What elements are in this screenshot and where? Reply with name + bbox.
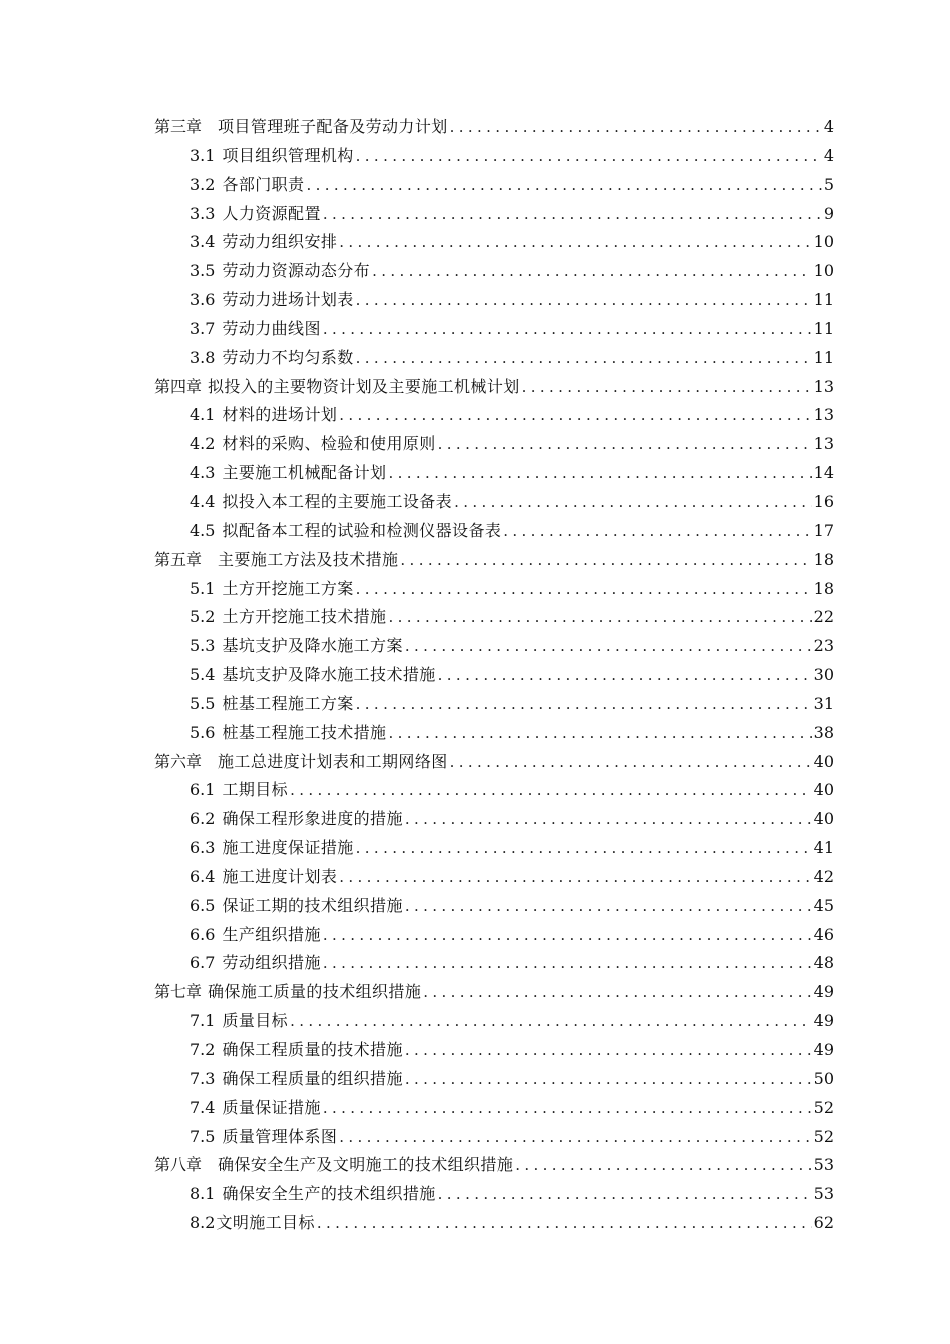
page-number: 41 <box>813 838 834 858</box>
toc-entry-label <box>154 113 448 142</box>
page-number: 40 <box>813 780 834 800</box>
section-number: 3.2 <box>190 174 216 194</box>
page-number: 11 <box>813 318 834 338</box>
dot-leader <box>438 1180 812 1209</box>
section-number: 5.3 <box>190 636 216 656</box>
toc-entry-label <box>190 401 337 430</box>
toc-section-entry[interactable] <box>154 805 834 834</box>
chapter-number: 第七章 <box>154 982 203 1002</box>
page-number: 30 <box>813 665 834 685</box>
toc-section-entry[interactable] <box>154 1123 834 1152</box>
page-number: 10 <box>813 261 834 281</box>
dot-leader <box>405 805 812 834</box>
page-number: 52 <box>813 1097 834 1117</box>
page-number: 13 <box>813 405 834 425</box>
section-number: 6.3 <box>190 838 216 858</box>
dot-leader <box>339 228 811 257</box>
toc-entry-label <box>190 603 386 632</box>
toc-entry-label <box>190 200 321 229</box>
toc-section-entry[interactable] <box>154 575 834 604</box>
toc-section-entry[interactable] <box>154 892 834 921</box>
toc-section-entry[interactable] <box>154 430 834 459</box>
section-number: 6.6 <box>190 924 216 944</box>
section-number: 3.5 <box>190 261 216 281</box>
toc-entry-label <box>190 575 354 604</box>
toc-entry-label <box>190 1007 288 1036</box>
section-number: 6.5 <box>190 895 216 915</box>
section-title: 施工进度计划表 <box>222 866 338 886</box>
section-number: 4.3 <box>190 463 216 483</box>
page-number: 40 <box>813 809 834 829</box>
chapter-title: 确保安全生产及文明施工的技术组织措施 <box>218 1155 514 1175</box>
dot-leader <box>423 978 811 1007</box>
page-number: 18 <box>813 578 834 598</box>
toc-section-entry[interactable] <box>154 1209 834 1238</box>
toc-section-entry[interactable] <box>154 690 834 719</box>
dot-leader <box>356 575 812 604</box>
toc-section-entry[interactable] <box>154 401 834 430</box>
dot-leader <box>306 171 821 200</box>
section-title: 施工进度保证措施 <box>222 838 354 858</box>
section-title: 劳动力曲线图 <box>222 318 321 338</box>
page-number: 23 <box>813 636 834 656</box>
page-number: 18 <box>813 549 834 569</box>
toc-entry-label <box>190 1094 321 1123</box>
page-number: 53 <box>813 1155 834 1175</box>
toc-entry-label <box>190 315 321 344</box>
page-number: 10 <box>813 232 834 252</box>
toc-entry-label <box>190 834 354 863</box>
dot-leader <box>323 921 812 950</box>
section-title: 文明施工目标 <box>216 1213 315 1233</box>
toc-entry-label <box>154 748 448 777</box>
page-number: 48 <box>813 953 834 973</box>
toc-entry-label <box>190 142 354 171</box>
page-number: 49 <box>813 1011 834 1031</box>
page-number: 17 <box>813 520 834 540</box>
chapter-title: 主要施工方法及技术措施 <box>218 549 399 569</box>
page-number: 4 <box>823 145 834 165</box>
section-number: 3.8 <box>190 347 216 367</box>
section-title: 劳动组织措施 <box>222 953 321 973</box>
table-of-contents <box>154 113 834 1238</box>
section-title: 桩基工程施工方案 <box>222 693 354 713</box>
dot-leader <box>388 603 811 632</box>
section-title: 基坑支护及降水施工方案 <box>222 636 403 656</box>
toc-entry-label <box>154 373 520 402</box>
chapter-title: 施工总进度计划表和工期网络图 <box>218 751 448 771</box>
toc-entry-label <box>190 1180 436 1209</box>
dot-leader <box>339 401 811 430</box>
section-number: 7.1 <box>190 1011 216 1031</box>
section-number: 5.2 <box>190 607 216 627</box>
page-number: 42 <box>813 866 834 886</box>
section-title: 基坑支护及降水施工技术措施 <box>222 665 436 685</box>
section-title: 主要施工机械配备计划 <box>222 463 387 483</box>
toc-entry-label <box>190 661 436 690</box>
section-number: 3.6 <box>190 290 216 310</box>
page-number: 49 <box>813 1040 834 1059</box>
toc-entry-label <box>190 1123 337 1152</box>
toc-chapter-entry[interactable] <box>154 1151 834 1180</box>
dot-leader <box>317 1209 812 1238</box>
toc-section-entry[interactable] <box>154 834 834 863</box>
section-number: 5.5 <box>190 693 216 713</box>
section-number: 5.1 <box>190 578 216 598</box>
section-number: 3.7 <box>190 318 216 338</box>
dot-leader <box>323 200 822 229</box>
page-number: 13 <box>813 376 834 396</box>
toc-entry-label <box>190 257 370 286</box>
toc-section-entry[interactable] <box>154 1180 834 1209</box>
dot-leader <box>323 949 812 978</box>
chapter-number: 第三章 <box>154 117 203 136</box>
toc-section-entry[interactable] <box>154 1036 834 1065</box>
toc-section-entry[interactable] <box>154 488 834 517</box>
section-title: 确保工程质量的组织措施 <box>222 1068 403 1088</box>
dot-leader <box>388 719 811 748</box>
toc-entry-label <box>190 863 337 892</box>
toc-section-entry[interactable] <box>154 257 834 286</box>
chapter-title: 项目管理班子配备及劳动力计划 <box>218 117 448 136</box>
toc-chapter-entry[interactable] <box>154 978 834 1007</box>
toc-entry-label <box>190 921 321 950</box>
chapter-number: 第四章 <box>154 376 203 396</box>
dot-leader <box>503 517 811 546</box>
dot-leader <box>522 373 812 402</box>
section-number: 5.6 <box>190 722 216 742</box>
dot-leader <box>405 1036 812 1065</box>
section-title: 劳动力组织安排 <box>222 232 338 252</box>
toc-section-entry[interactable] <box>154 344 834 373</box>
toc-entry-label <box>190 171 304 200</box>
toc-section-entry[interactable] <box>154 286 834 315</box>
section-title: 材料的采购、检验和使用原则 <box>222 434 436 454</box>
section-title: 确保工程形象进度的措施 <box>222 809 403 829</box>
section-number: 4.5 <box>190 520 216 540</box>
section-title: 土方开挖施工方案 <box>222 578 354 598</box>
toc-entry-label <box>190 719 386 748</box>
toc-section-entry[interactable] <box>154 719 834 748</box>
toc-chapter-entry[interactable] <box>154 373 834 402</box>
toc-section-entry[interactable] <box>154 315 834 344</box>
toc-section-entry[interactable] <box>154 171 834 200</box>
page-number: 46 <box>813 924 834 944</box>
section-title: 土方开挖施工技术措施 <box>222 607 387 627</box>
page-number: 22 <box>813 607 834 627</box>
section-title: 劳动力不均匀系数 <box>222 347 354 367</box>
section-title: 桩基工程施工技术措施 <box>222 722 387 742</box>
toc-section-entry[interactable] <box>154 228 834 257</box>
dot-leader <box>290 1007 812 1036</box>
section-title: 确保安全生产的技术组织措施 <box>222 1184 436 1204</box>
section-number: 3.1 <box>190 145 216 165</box>
toc-chapter-entry[interactable] <box>154 546 834 575</box>
toc-entry-label <box>154 978 421 1007</box>
chapter-number: 第五章 <box>154 549 203 569</box>
toc-section-entry[interactable] <box>154 949 834 978</box>
page-number: 11 <box>813 290 834 310</box>
toc-entry-label <box>190 517 501 546</box>
toc-entry-label <box>190 690 354 719</box>
toc-section-entry[interactable] <box>154 603 834 632</box>
section-title: 拟投入本工程的主要施工设备表 <box>222 491 453 511</box>
section-title: 质量保证措施 <box>222 1097 321 1117</box>
dot-leader <box>450 748 812 777</box>
section-number: 7.4 <box>190 1097 216 1117</box>
section-number: 4.1 <box>190 405 216 425</box>
dot-leader <box>450 113 822 142</box>
page-number: 45 <box>813 895 834 915</box>
toc-section-entry[interactable] <box>154 661 834 690</box>
toc-entry-label <box>190 1065 403 1094</box>
toc-entry-label <box>190 1036 403 1065</box>
toc-section-entry[interactable] <box>154 1065 834 1094</box>
dot-leader <box>339 863 811 892</box>
toc-section-entry[interactable] <box>154 921 834 950</box>
section-number: 7.5 <box>190 1126 216 1146</box>
dot-leader <box>438 661 812 690</box>
section-title: 生产组织措施 <box>222 924 321 944</box>
toc-section-entry[interactable] <box>154 776 834 805</box>
page-number: 9 <box>823 203 834 223</box>
page-number: 50 <box>813 1068 834 1088</box>
chapter-number: 第八章 <box>154 1155 203 1175</box>
page-number: 11 <box>813 347 834 367</box>
toc-section-entry[interactable] <box>154 142 834 171</box>
section-number: 7.2 <box>190 1040 216 1059</box>
page-number: 16 <box>813 491 834 511</box>
section-number: 8.2 <box>190 1213 216 1233</box>
section-title: 劳动力资源动态分布 <box>222 261 371 281</box>
toc-entry-label <box>190 344 354 373</box>
section-number: 3.3 <box>190 203 216 223</box>
section-number: 6.4 <box>190 866 216 886</box>
dot-leader <box>339 1123 811 1152</box>
toc-section-entry[interactable] <box>154 200 834 229</box>
toc-section-entry[interactable] <box>154 1007 834 1036</box>
dot-leader <box>356 286 812 315</box>
section-number: 6.1 <box>190 780 216 800</box>
section-title: 人力资源配置 <box>222 203 321 223</box>
section-number: 4.2 <box>190 434 216 454</box>
toc-entry-label <box>190 949 321 978</box>
page-number: 40 <box>813 751 834 771</box>
toc-section-entry[interactable] <box>154 632 834 661</box>
dot-leader <box>290 776 812 805</box>
dot-leader <box>356 344 812 373</box>
section-title: 质量目标 <box>222 1011 289 1031</box>
section-number: 3.4 <box>190 232 216 252</box>
dot-leader <box>323 1094 812 1123</box>
page-number: 62 <box>813 1213 834 1233</box>
section-title: 材料的进场计划 <box>222 405 338 425</box>
toc-section-entry[interactable] <box>154 1094 834 1123</box>
section-title: 质量管理体系图 <box>222 1126 338 1146</box>
chapter-title: 确保施工质量的技术组织措施 <box>208 982 422 1002</box>
page-number: 4 <box>823 117 834 136</box>
page-number: 38 <box>813 722 834 742</box>
dot-leader <box>323 315 812 344</box>
dot-leader <box>356 690 812 719</box>
toc-entry-label <box>190 430 436 459</box>
section-number: 8.1 <box>190 1184 216 1204</box>
chapter-number: 第六章 <box>154 751 203 771</box>
section-number: 4.4 <box>190 491 216 511</box>
section-title: 劳动力进场计划表 <box>222 290 354 310</box>
section-number: 6.2 <box>190 809 216 829</box>
section-title: 各部门职责 <box>222 174 305 194</box>
dot-leader <box>438 430 812 459</box>
dot-leader <box>454 488 812 517</box>
dot-leader <box>515 1151 811 1180</box>
dot-leader <box>356 834 812 863</box>
page-number: 5 <box>823 174 834 194</box>
toc-chapter-entry[interactable] <box>154 113 834 142</box>
dot-leader <box>388 459 811 488</box>
dot-leader <box>405 632 812 661</box>
toc-entry-label <box>190 228 337 257</box>
toc-entry-label <box>190 488 452 517</box>
dot-leader <box>356 142 822 171</box>
page-number: 13 <box>813 434 834 454</box>
toc-entry-label <box>154 546 398 575</box>
section-number: 6.7 <box>190 953 216 973</box>
page-number: 49 <box>813 982 834 1002</box>
section-number: 7.3 <box>190 1068 216 1088</box>
section-title: 工期目标 <box>222 780 289 800</box>
section-title: 保证工期的技术组织措施 <box>222 895 403 915</box>
toc-entry-label <box>190 286 354 315</box>
section-title: 项目组织管理机构 <box>222 145 354 165</box>
dot-leader <box>372 257 812 286</box>
toc-section-entry[interactable] <box>154 863 834 892</box>
chapter-title: 拟投入的主要物资计划及主要施工机械计划 <box>208 376 520 396</box>
section-title: 拟配备本工程的试验和检测仪器设备表 <box>222 520 502 540</box>
dot-leader <box>405 892 812 921</box>
page-number: 14 <box>813 463 834 483</box>
section-number: 5.4 <box>190 665 216 685</box>
page-number: 53 <box>813 1184 834 1204</box>
section-title: 确保工程质量的技术措施 <box>222 1040 403 1059</box>
toc-section-entry[interactable] <box>154 517 834 546</box>
toc-entry-label <box>190 1209 315 1238</box>
page-number: 31 <box>813 693 834 713</box>
toc-entry-label <box>190 805 403 834</box>
dot-leader <box>405 1065 812 1094</box>
toc-entry-label <box>154 1151 513 1180</box>
toc-entry-label <box>190 459 386 488</box>
dot-leader <box>400 546 811 575</box>
page-number: 52 <box>813 1126 834 1146</box>
toc-entry-label <box>190 892 403 921</box>
toc-entry-label <box>190 632 403 661</box>
toc-entry-label <box>190 776 288 805</box>
toc-section-entry[interactable] <box>154 459 834 488</box>
toc-chapter-entry[interactable] <box>154 748 834 777</box>
